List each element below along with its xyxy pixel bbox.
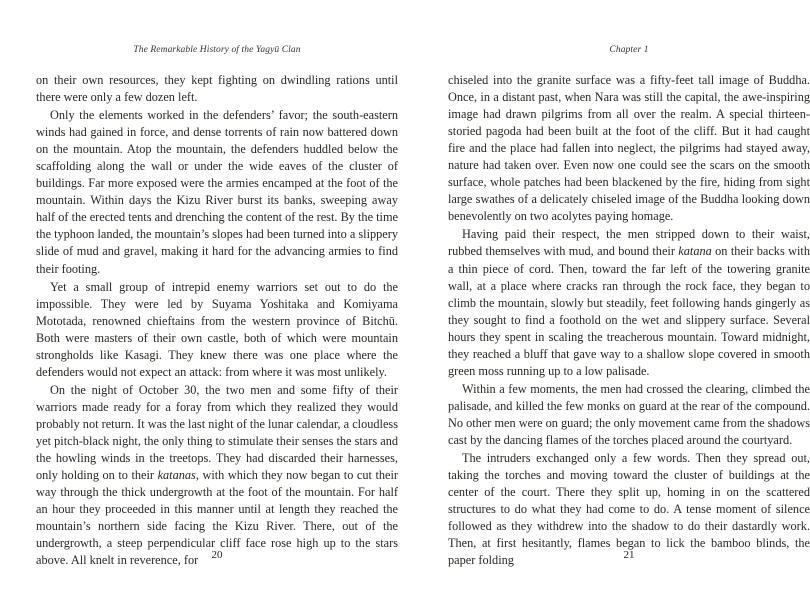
paragraph: on their own resources, they kept fighting on dwindling rations until there were only a few dozen left. — [36, 73, 398, 105]
italic-term: katana — [678, 244, 712, 259]
left-page — [36, 0, 398, 600]
running-head-right: Chapter 1 — [609, 45, 649, 55]
paragraph: The intruders exchanged only a few words. Then they spread out, taking the torches and moving toward the cluster of buildings at the center of the court. There they split up, homing in on the scattered structures to do what they had come to do. A tense moment of silence followed as they withdrew into the shadow to do their dastardly work. Then, at first hesitantly, flames began to lick the bamboo blinds, the paper folding — [448, 451, 810, 568]
running-head-left: The Remarkable History of the Yagyū Clan — [133, 45, 301, 55]
paragraph: Within a few moments, the men had crossed the clearing, climbed the palisade, and killed the few monks on guard at the rear of the compound. No other men were on guard; the only movement came from the shadows cast by the dancing flames of the torches placed around the courtyard. — [448, 381, 810, 447]
right-page — [448, 0, 810, 600]
italic-term: katanas — [157, 468, 196, 483]
right-page-body — [448, 72, 810, 569]
page-number-right: 21 — [623, 549, 635, 561]
paragraph: chiseled into the granite surface was a fifty-feet tall image of Buddha. Once, in a distant past, when Nara was still the capital, the awe-inspiring image had drawn pilgrims from all over the realm. A special thirteen-storied pagoda had been built at the foot of the cliff. But it had caught fire and the place had fallen into neglect, the pilgrims had stayed away, nature had taken over. Even now one could see the scars on the smooth surface, whole patches had been blackened by the fire, hiding from sight large swathes of a delicately chiseled image of the Buddha looking down benevolently on two acolytes paying homage. — [448, 73, 810, 224]
paragraph: Having paid their respect, the men stripped down to their waist, rubbed themselves with mud, and bound their katana on their backs with a thin piece of cord. Then, toward the far left of the towering granite wall, at a place where cracks ran through the rock face, they began to climb the mountain, slowly but steadily, feet following hands gingerly as they sought to find a foothold on the wet and slippery surface. Several hours they spent in scaling the treacherous mountain. Toward midnight, they reached a bluff that gave way to a shallow slope covered in smooth green moss running up to a low palisade. — [448, 227, 810, 378]
left-page-body — [36, 72, 398, 569]
page-number-left: 20 — [211, 549, 223, 561]
paragraph: On the night of October 30, the two men and some fifty of their warriors made ready for a foray from which they realized they would probably not return. It was the last night of the lunar calendar, a cloudless yet pitch-black night, the only thing to stimulate their senses the stars and the howling winds in the treetops. They had discarded their harnesses, only holding on to their katanas, with which they now began to cut their way through the thick undergrowth at the foot of the mountain. For half an hour they proceeded in this manner until at length they reached the mountain’s northern side facing the Kizu River. There, out of the undergrowth, a steep perpendicular cliff face rose high up to the stars above. All knelt in reverence, for — [36, 382, 398, 568]
paragraph: Yet a small group of intrepid enemy warriors set out to do the impossible. They were led by Suyama Yoshitaka and Komiyama Mototada, renowned chieftains from the western province of Bitchū. Both were masters of their own castle, both of which were mountain strongholds like Kasagi. They knew there was one place where the defenders would not expect an attack: from where it was most unlikely. — [36, 279, 398, 379]
paragraph: Only the elements worked in the defenders’ favor; the south-eastern winds had gained in force, and dense torrents of rain now battered down on the mountain. Atop the mountain, the defenders huddled below the scaffolding along the wall or under the wide eaves of the cluster of buildings. Far more exposed were the armies encamped at the foot of the mountain. Within days the Kizu River burst its banks, sweeping away half of the erected tents and drenching the content of the rest. By the time the typhoon landed, the mountain’s slopes had been turned into a slippery slide of mud and gravel, making it hard for the advancing armies to find their footing. — [36, 108, 399, 276]
